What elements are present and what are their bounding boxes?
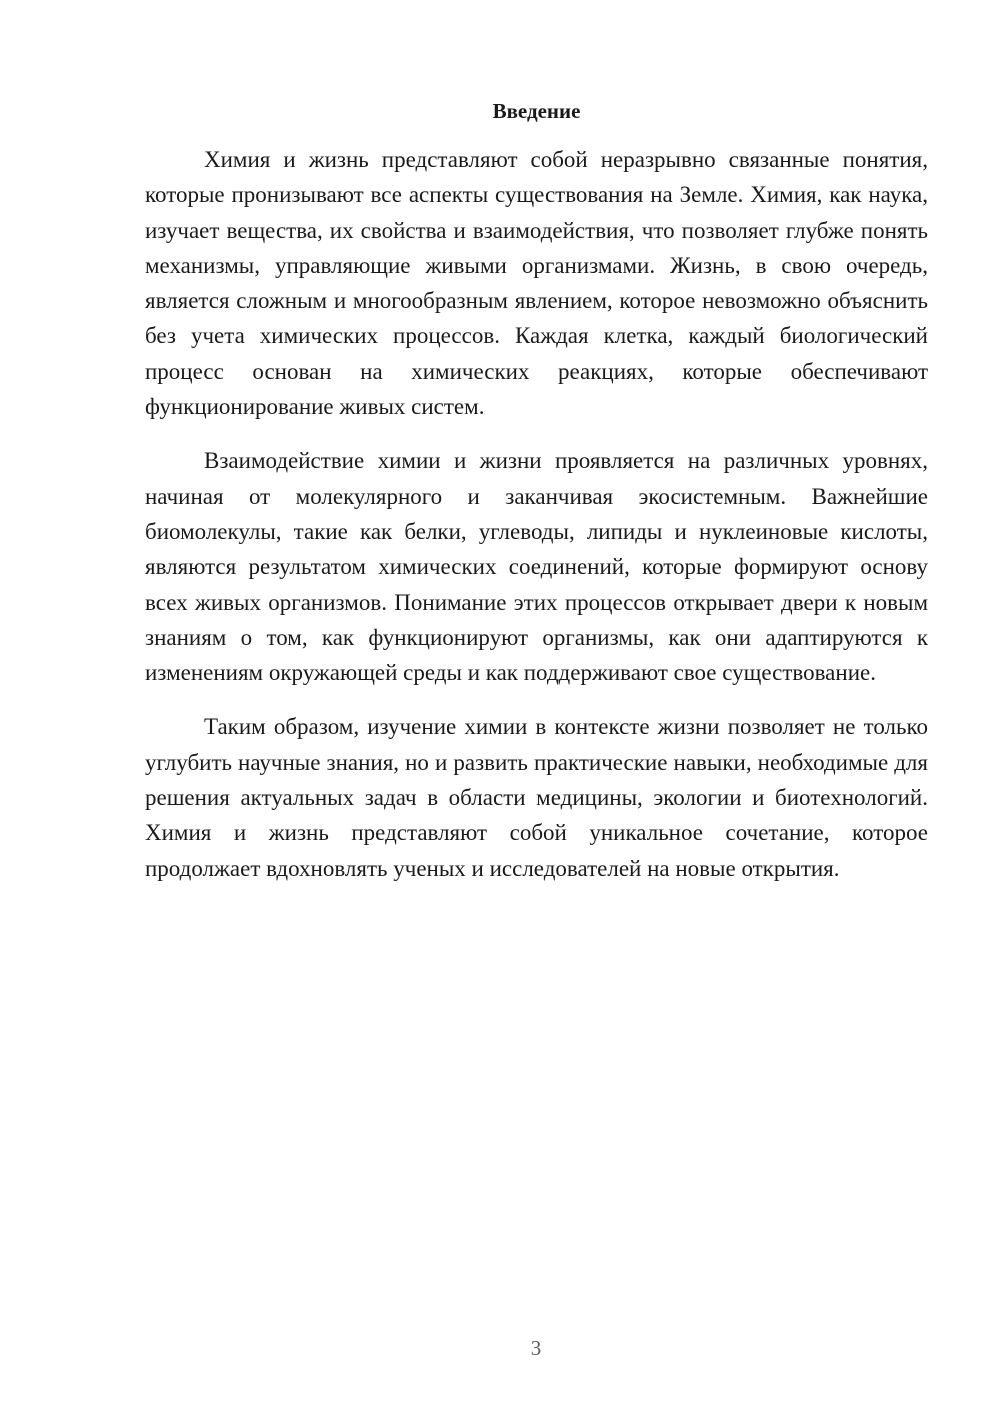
- paragraph-3: Таким образом, изучение химии в контексте жизни позволяет не только углубить научные знания, но и развить практические навыки, необходимые для решения актуальных задач в области медицины, экологии и биотехнологий. Химия и жизнь представляют собой уникальное сочетание, которое продолжает вдохновлять ученых и исследователей на новые открытия.: [145, 714, 928, 881]
- page-title: Введение: [492, 99, 581, 123]
- paragraph-2: Взаимодействие химии и жизни проявляется на различных уровнях, начиная от молекулярного и заканчивая экосистемным. Важнейшие биомолекулы, такие как белки, углеводы, липиды и нуклеиновые кислоты, являются результатом химических соединений, которые формируют основу всех живых организмов. Понимание этих процессов открывает двери к новым знаниям о том, как функционируют организмы, как они адаптируются к изменениям окружающей среды и как поддерживают свое существование.: [145, 448, 928, 686]
- page-number: 3: [530, 1336, 542, 1360]
- page-content: [145, 96, 928, 905]
- paragraph-1: Химия и жизнь представляют собой неразрывно связанные понятия, которые пронизывают все аспекты существования на Земле. Химия, как наука, изучает вещества, их свойства и взаимодействия, что позволяет глубже понять механизмы, управляющие живыми организмами. Жизнь, в свою очередь, является сложным и многообразным явлением, которое невозможно объяснить без учета химических процессов. Каждая клетка, каждый биологический процесс основан на химических реакциях, которые обеспечивают функционирование живых систем.: [145, 147, 928, 420]
